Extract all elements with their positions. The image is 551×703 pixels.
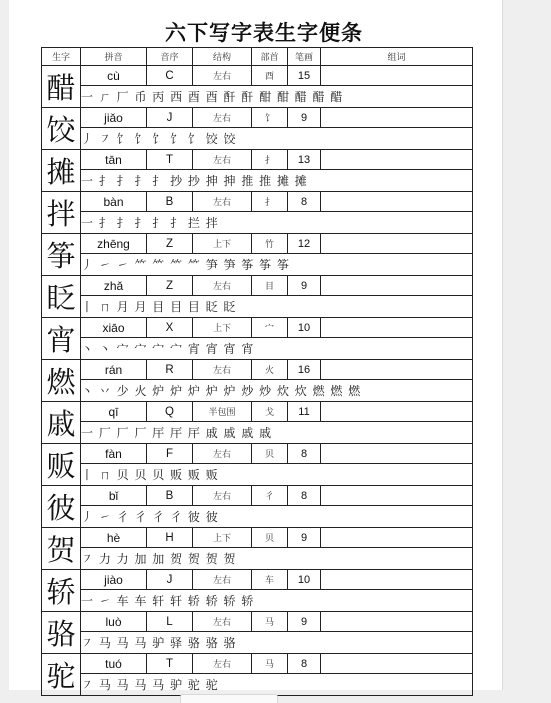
pinyin-cell: zhǎ <box>81 276 147 296</box>
character-cell: 彼 <box>42 486 81 528</box>
header-structure: 结构 <box>193 48 252 66</box>
header-words: 组词 <box>321 48 473 66</box>
table-row <box>42 654 473 674</box>
stroke-order-cell: 丿 ㇀ ㇀ ⺮ ⺮ ⺮ ⺮ 笋 笋 筝 筝 筝 <box>81 254 473 276</box>
radical-cell: 目 <box>252 276 288 296</box>
letter-cell: Z <box>147 234 193 254</box>
words-cell <box>321 150 473 170</box>
stroke-order-cell: 一 ㇀ 车 车 轩 轩 轿 轿 轿 轿 <box>81 590 473 612</box>
letter-cell: J <box>147 570 193 590</box>
stroke-count-cell: 10 <box>288 318 321 338</box>
radical-cell: 扌 <box>252 192 288 212</box>
stroke-order-cell: 丶 丷 少 火 炉 炉 炉 炉 炉 炒 炒 炊 炊 燃 燃 燃 <box>81 380 473 402</box>
radical-cell: 扌 <box>252 150 288 170</box>
words-cell <box>321 66 473 86</box>
header-row <box>42 48 473 66</box>
radical-cell: 饣 <box>252 108 288 128</box>
character-cell: 戚 <box>42 402 81 444</box>
letter-cell: X <box>147 318 193 338</box>
structure-cell: 左右 <box>193 612 252 632</box>
character-cell: 饺 <box>42 108 81 150</box>
letter-cell: F <box>147 444 193 464</box>
radical-cell: 竹 <box>252 234 288 254</box>
pinyin-cell: fàn <box>81 444 147 464</box>
character-cell: 燃 <box>42 360 81 402</box>
table-row <box>42 276 473 296</box>
pinyin-cell: luò <box>81 612 147 632</box>
pinyin-cell: jiào <box>81 570 147 590</box>
character-cell: 驼 <box>42 654 81 696</box>
table-row <box>42 234 473 254</box>
words-cell <box>321 444 473 464</box>
character-table <box>41 47 473 696</box>
stroke-count-cell: 8 <box>288 192 321 212</box>
structure-cell: 左右 <box>193 360 252 380</box>
header-pinyin: 拼音 <box>81 48 147 66</box>
letter-cell: Z <box>147 276 193 296</box>
header-letter: 音序 <box>147 48 193 66</box>
character-cell: 拌 <box>42 192 81 234</box>
character-cell: 轿 <box>42 570 81 612</box>
stroke-count-cell: 9 <box>288 528 321 548</box>
words-cell <box>321 234 473 254</box>
words-cell <box>321 570 473 590</box>
structure-cell: 左右 <box>193 444 252 464</box>
pinyin-cell: xiāo <box>81 318 147 338</box>
stroke-count-cell: 15 <box>288 66 321 86</box>
structure-cell: 半包围 <box>193 402 252 422</box>
pinyin-cell: tuó <box>81 654 147 674</box>
page-title: 六下写字表生字便条 <box>165 21 363 45</box>
stroke-count-cell: 9 <box>288 108 321 128</box>
structure-cell: 左右 <box>193 570 252 590</box>
structure-cell: 上下 <box>193 528 252 548</box>
stroke-count-cell: 13 <box>288 150 321 170</box>
table-row <box>42 360 473 380</box>
letter-cell: B <box>147 192 193 212</box>
pinyin-cell: cù <box>81 66 147 86</box>
table-row <box>42 108 473 128</box>
table-row <box>42 150 473 170</box>
character-cell: 醋 <box>42 66 81 108</box>
stroke-count-cell: 10 <box>288 570 321 590</box>
stroke-order-cell: 一 扌 扌 扌 扌 抄 抄 抻 抻 推 推 摊 摊 <box>81 170 473 192</box>
table-row <box>42 486 473 506</box>
stroke-order-cell: 一 ㄏ 厂 币 丙 西 酉 酉 酐 酐 酣 酣 醋 醋 醋 <box>81 86 473 108</box>
table-row <box>42 612 473 632</box>
stroke-count-cell: 8 <box>288 486 321 506</box>
stroke-order-cell: 一 扌 扌 扌 扌 扌 拦 拌 <box>81 212 473 234</box>
radical-cell: 马 <box>252 654 288 674</box>
radical-cell: 车 <box>252 570 288 590</box>
stroke-order-row <box>42 212 473 234</box>
pinyin-cell: qī <box>81 402 147 422</box>
letter-cell: B <box>147 486 193 506</box>
radical-cell: 戈 <box>252 402 288 422</box>
radical-cell: 贝 <box>252 444 288 464</box>
structure-cell: 左右 <box>193 486 252 506</box>
stroke-order-cell: 丶 丶 宀 宀 宀 宀 宵 宵 宵 宵 <box>81 338 473 360</box>
structure-cell: 左右 <box>193 276 252 296</box>
stroke-count-cell: 12 <box>288 234 321 254</box>
radical-cell: 贝 <box>252 528 288 548</box>
header-strokes: 笔画 <box>288 48 321 66</box>
pinyin-cell: jiǎo <box>81 108 147 128</box>
stroke-count-cell: 9 <box>288 612 321 632</box>
stroke-order-row <box>42 128 473 150</box>
table-row <box>42 318 473 338</box>
structure-cell: 上下 <box>193 318 252 338</box>
stroke-order-row <box>42 338 473 360</box>
stroke-order-cell: ㇇ 马 马 马 马 驴 驼 驼 <box>81 674 473 696</box>
stroke-order-row <box>42 506 473 528</box>
radical-cell: 酉 <box>252 66 288 86</box>
words-cell <box>321 486 473 506</box>
stroke-order-row <box>42 296 473 318</box>
document-page <box>9 0 503 693</box>
character-cell: 贩 <box>42 444 81 486</box>
words-cell <box>321 654 473 674</box>
structure-cell: 左右 <box>193 192 252 212</box>
stroke-order-cell: 丨 ㄇ 贝 贝 贝 贩 贩 贩 <box>81 464 473 486</box>
letter-cell: J <box>147 108 193 128</box>
words-cell <box>321 612 473 632</box>
table-row <box>42 570 473 590</box>
pinyin-cell: bǐ <box>81 486 147 506</box>
words-cell <box>321 108 473 128</box>
letter-cell: H <box>147 528 193 548</box>
letter-cell: T <box>147 150 193 170</box>
stroke-order-row <box>42 590 473 612</box>
structure-cell: 上下 <box>193 234 252 254</box>
radical-cell: 马 <box>252 612 288 632</box>
structure-cell: 左右 <box>193 654 252 674</box>
pinyin-cell: bàn <box>81 192 147 212</box>
stroke-order-cell: ㇇ 力 力 加 加 贺 贺 贺 贺 <box>81 548 473 570</box>
character-cell: 摊 <box>42 150 81 192</box>
stroke-order-row <box>42 632 473 654</box>
letter-cell: Q <box>147 402 193 422</box>
stroke-order-row <box>42 674 473 696</box>
stroke-order-row <box>42 86 473 108</box>
stroke-order-cell: 丨 ㄇ 月 月 目 目 目 眨 眨 <box>81 296 473 318</box>
header-char: 生字 <box>42 48 81 66</box>
structure-cell: 左右 <box>193 108 252 128</box>
letter-cell: R <box>147 360 193 380</box>
letter-cell: C <box>147 66 193 86</box>
letter-cell: L <box>147 612 193 632</box>
words-cell <box>321 192 473 212</box>
stroke-order-cell: 一 厂 厂 厂 厈 厈 厈 戚 戚 戚 戚 <box>81 422 473 444</box>
stroke-count-cell: 8 <box>288 654 321 674</box>
table-row <box>42 402 473 422</box>
stroke-count-cell: 9 <box>288 276 321 296</box>
radical-cell: 宀 <box>252 318 288 338</box>
character-cell: 筝 <box>42 234 81 276</box>
stroke-order-cell: ㇇ 马 马 马 驴 驿 骆 骆 骆 <box>81 632 473 654</box>
words-cell <box>321 528 473 548</box>
table-row <box>42 192 473 212</box>
structure-cell: 左右 <box>193 150 252 170</box>
stroke-count-cell: 11 <box>288 402 321 422</box>
character-cell: 眨 <box>42 276 81 318</box>
table-row <box>42 444 473 464</box>
stroke-order-row <box>42 254 473 276</box>
words-cell <box>321 318 473 338</box>
stroke-order-cell: 丿 ㇀ 彳 彳 彳 彳 彼 彼 <box>81 506 473 528</box>
stroke-order-row <box>42 548 473 570</box>
character-cell: 骆 <box>42 612 81 654</box>
words-cell <box>321 402 473 422</box>
stroke-order-row <box>42 464 473 486</box>
stroke-count-cell: 8 <box>288 444 321 464</box>
table-row <box>42 528 473 548</box>
table-row <box>42 66 473 86</box>
pinyin-cell: hè <box>81 528 147 548</box>
stroke-order-row <box>42 422 473 444</box>
radical-cell: 彳 <box>252 486 288 506</box>
stroke-order-cell: 丿 ㇇ 饣 饣 饣 饣 饣 饺 饺 <box>81 128 473 150</box>
stroke-count-cell: 16 <box>288 360 321 380</box>
stroke-order-row <box>42 170 473 192</box>
pinyin-cell: zhēng <box>81 234 147 254</box>
stroke-order-row <box>42 380 473 402</box>
header-radical: 部首 <box>252 48 288 66</box>
character-cell: 贺 <box>42 528 81 570</box>
words-cell <box>321 360 473 380</box>
structure-cell: 左右 <box>193 66 252 86</box>
pinyin-cell: tān <box>81 150 147 170</box>
pinyin-cell: rán <box>81 360 147 380</box>
radical-cell: 火 <box>252 360 288 380</box>
letter-cell: T <box>147 654 193 674</box>
character-cell: 宵 <box>42 318 81 360</box>
words-cell <box>321 276 473 296</box>
